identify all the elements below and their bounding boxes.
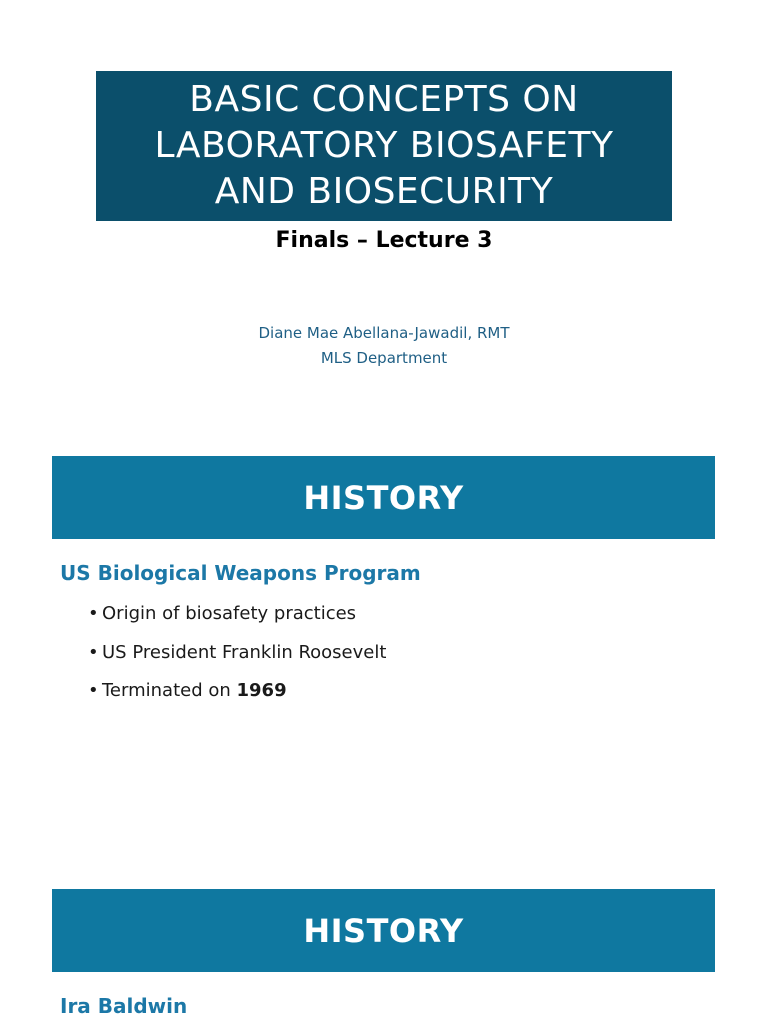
list-item-text: Terminated on: [102, 680, 237, 701]
lecture-subtitle: Finals – Lecture 3: [275, 228, 493, 253]
list-item-text: US President Franklin Roosevelt: [102, 641, 387, 663]
list-item: [88, 639, 386, 678]
list-item: [88, 600, 386, 639]
bullet-icon: •: [88, 641, 99, 663]
title-banner: [96, 71, 672, 221]
bullet-list: [88, 600, 386, 716]
section-title: HISTORY: [303, 911, 464, 950]
list-item: [88, 677, 386, 716]
bullet-icon: •: [88, 680, 99, 701]
history-section-band: [52, 456, 715, 539]
document-title: BASIC CONCEPTS ON LABORATORY BIOSAFETY AND BIOSECURITY: [154, 79, 614, 212]
bullet-icon: •: [88, 603, 99, 624]
author-department: MLS Department: [320, 349, 448, 367]
slide-heading: US Biological Weapons Program: [60, 561, 421, 585]
list-item-emphasis: 1969: [236, 680, 287, 701]
slide-heading: Ira Baldwin: [60, 994, 188, 1018]
history-section-band: [52, 889, 715, 972]
author-name: Diane Mae Abellana-Jawadil, RMT: [258, 324, 510, 342]
section-title: HISTORY: [303, 478, 464, 517]
list-item-text: Origin of biosafety practices: [102, 603, 357, 624]
author-block: [0, 321, 768, 371]
